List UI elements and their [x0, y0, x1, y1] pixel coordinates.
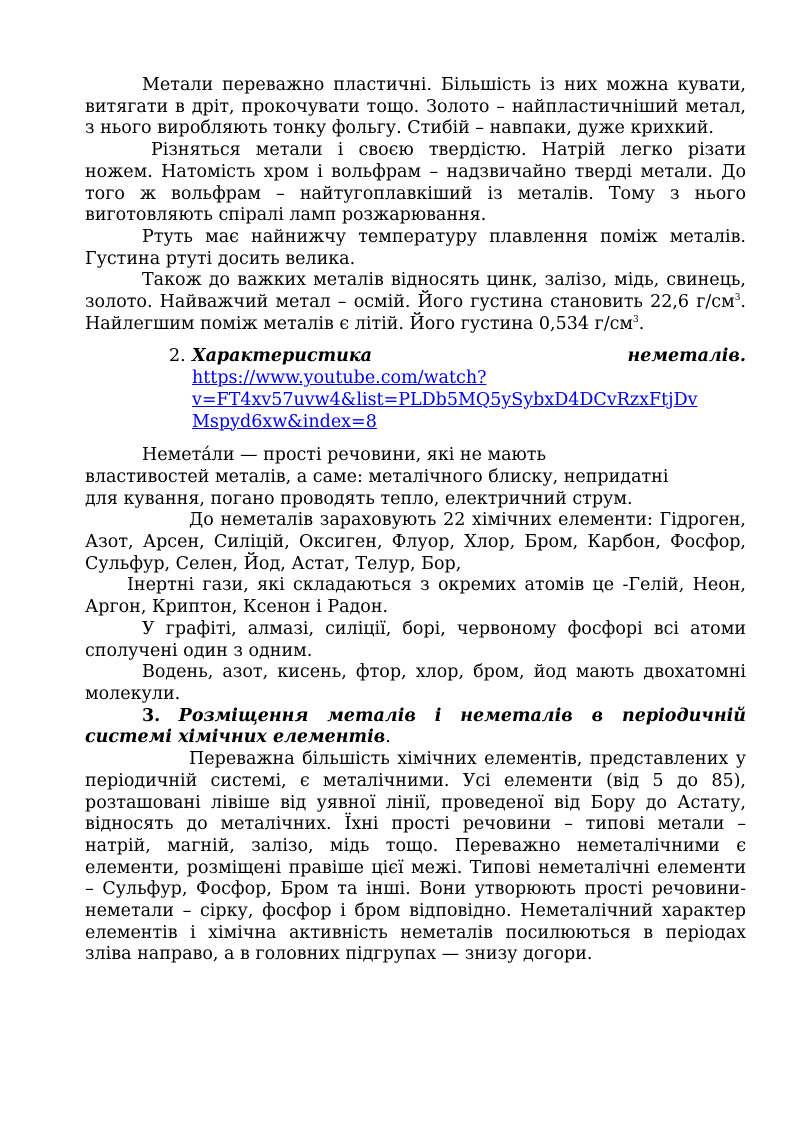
section-3-heading	[85, 706, 746, 749]
document-page	[85, 75, 746, 966]
paragraph-nonmetal-definition	[85, 445, 746, 510]
paragraph-nonmetal-elements: До неметалів зараховують 22 хімічних елементи: Гідроген, Азот, Арсен, Силіцій, Оксиген, Флуор, Хлор, Бром, Карбон, Фосфор, Сульфур, Селен, Йод, Астат, Телур, Бор,	[85, 510, 746, 574]
section-2-title-left: Характеристика	[192, 346, 373, 367]
section-2-heading	[169, 346, 746, 433]
section-3-title: Розміщення металів і неметалів в періодичній системі хімічних елементів	[85, 705, 746, 748]
density-text-a: Також до важких металів відносять цинк, залізо, мідь, свинець, золото. Найважчий метал – осмій. Його густина становить 22,6 г/см	[85, 270, 746, 313]
density-text-c: .	[638, 313, 645, 334]
definition-line-2: властивостей металів, а саме: металічного блиску, непридатні	[85, 466, 669, 487]
section-3-number: 3.	[142, 705, 161, 726]
section-2-title	[192, 346, 746, 368]
superscript-cubic-1: 3	[734, 293, 741, 304]
definition-line-3: для кування, погано проводять тепло, електричний струм.	[85, 488, 633, 509]
paragraph-atomic-structure: У графіті, алмазі, силіції, борі, червоному фосфорі всі атоми сполучені один з одним.	[85, 618, 746, 661]
youtube-link-line-2: v=FT4xv57uvw4&list=PLDb5MQ5ySybxD4DCvRzxFtjDv	[192, 389, 698, 410]
section-2-title-right: неметалів.	[627, 346, 746, 367]
paragraph-plasticity: Метали переважно пластичні. Більшість із них можна кувати, витягати в дріт, прокочувати тощо. Золото – найпластичніший метал, з нього виробляють тонку фольгу. Стибій – навпаки, дуже крихкий.	[85, 75, 746, 139]
section-2-number: 2.	[169, 346, 186, 367]
paragraph-mercury: Ртуть має найнижчу температуру плавлення поміж металів. Густина ртуті досить велика.	[85, 226, 746, 269]
paragraph-diatomic: Водень, азот, кисень, фтор, хлор, бром, йод мають двохатомні молекули.	[85, 662, 746, 704]
paragraph-periodic-table: Переважна більшість хімічних елементів, представлених у періодичній системі, є металічними. Усі елементи (від 5 до 85), розташовані лівіше від уявної лінії, проведеної від Бору до Астату, відносять до металічних. Їхні прості речовини – типові метали – натрій, магній, залізо, мідь тощо. Переважно неметалічними є елементи, розміщені правіше цієї межі. Типові неметалічні елементи – Сульфур, Фосфор, Бром та інші. Вони утворюють прості речовини-неметали – сірку, фосфор і бром відповідно. Неметалічний характер елементів і хімічна активність неметалів посилюються в періодах зліва направо, а в головних підгрупах — знизу догори.	[85, 749, 746, 965]
youtube-link[interactable]	[192, 368, 698, 431]
youtube-link-line-3: Mspyd6xw&index=8	[192, 411, 377, 432]
youtube-link-line-1: https://www.youtube.com/watch?	[192, 368, 487, 389]
paragraph-density	[85, 270, 746, 335]
paragraph-inert-gases: Інертні гази, які складаються з окремих атомів це -Гелій, Неон, Аргон, Криптон, Ксенон і Радон.	[85, 575, 746, 618]
paragraph-hardness: Різняться метали і своєю твердістю. Натрій легко різати ножем. Натомість хром і вольфрам – надзвичайно тверді метали. До того ж вольфрам – найтугоплавкіший із металів. Тому з нього виготовляють спіралі ламп розжарювання.	[85, 140, 746, 226]
section-3-title-end: .	[385, 727, 391, 748]
density-text-b: . Найлегшим поміж металів є літій. Його густина 0,534 г/см	[85, 292, 746, 334]
superscript-cubic-2: 3	[633, 314, 639, 325]
section-2-body	[192, 346, 746, 433]
definition-line-1: Немета́ли — прості речовини, які не мають	[142, 445, 546, 466]
